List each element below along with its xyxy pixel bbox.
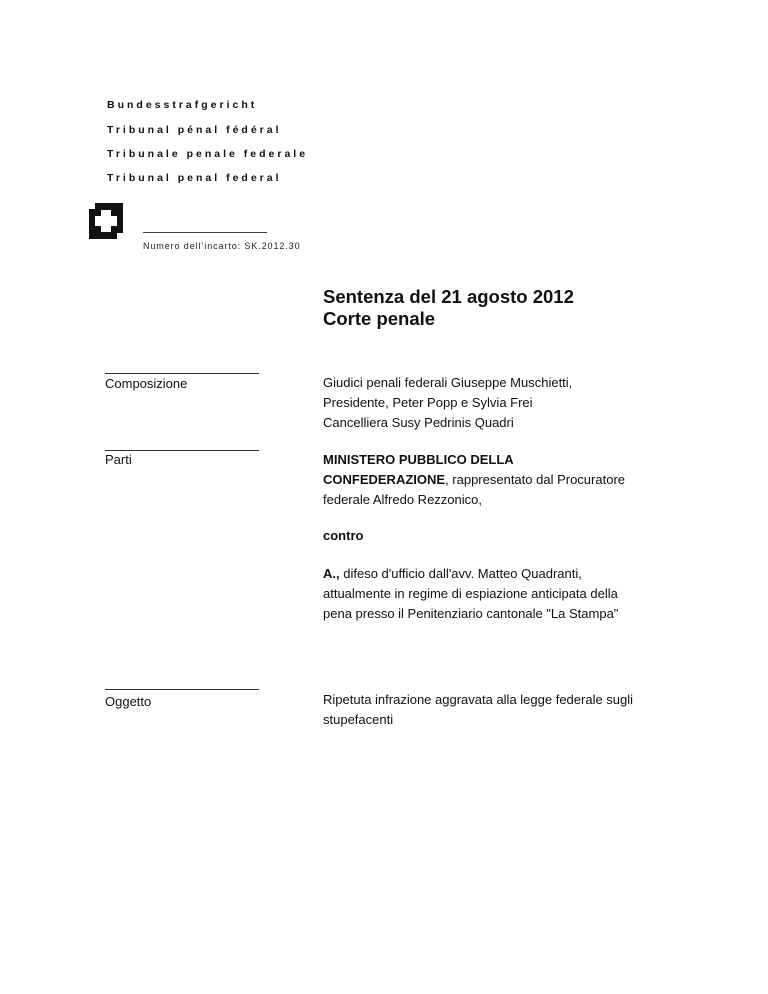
plaintiff-representative: , rappresentato dal Procuratore	[445, 472, 625, 487]
court-name-romansh: Tribunal penal federal	[107, 172, 282, 184]
oggetto-label: Oggetto	[105, 694, 152, 709]
case-number: Numero dell’incarto: SK.2012.30	[143, 241, 301, 251]
composizione-line: Cancelliera Susy Pedrinis Quadri	[323, 415, 514, 430]
composizione-text	[323, 373, 572, 433]
oggetto-text	[323, 690, 633, 730]
title-line-2: Corte penale	[323, 308, 436, 329]
defendant-detention-line: pena presso il Penitenziario cantonale "La Stampa"	[323, 606, 619, 621]
contro-label: contro	[323, 528, 364, 543]
parti-plaintiff	[323, 450, 625, 510]
title-line-1: Sentenza del 21 agosto 2012	[323, 286, 574, 307]
oggetto-line: Ripetuta infrazione aggravata alla legge federale sugli	[323, 692, 634, 707]
plaintiff-name-2: CONFEDERAZIONE	[323, 472, 446, 487]
parti-label: Parti	[105, 452, 132, 467]
case-number-rule	[143, 232, 267, 233]
composizione-line: Giudici penali federali Giuseppe Muschietti,	[323, 375, 573, 390]
defendant-name: A.,	[323, 566, 340, 581]
court-name-italian: Tribunale penale federale	[107, 148, 309, 160]
composizione-line: Presidente, Peter Popp e Sylvia Frei	[323, 395, 533, 410]
court-name-german: Bundesstrafgericht	[107, 99, 258, 111]
defendant-counsel: difeso d'ufficio dall'avv. Matteo Quadranti,	[339, 566, 582, 581]
swiss-cross-logo-icon	[89, 203, 123, 239]
composizione-rule	[105, 373, 259, 374]
composizione-label: Composizione	[105, 376, 188, 391]
contro-text	[323, 526, 363, 546]
page-title	[323, 286, 574, 330]
parti-rule	[105, 450, 259, 451]
parti-defendant	[323, 564, 618, 624]
court-name-french: Tribunal pénal fédéral	[107, 124, 282, 136]
plaintiff-name-1: MINISTERO PUBBLICO DELLA	[323, 452, 514, 467]
plaintiff-representative-line: federale Alfredo Rezzonico,	[323, 492, 482, 507]
defendant-detention-line: attualmente in regime di espiazione anticipata della	[323, 586, 618, 601]
oggetto-rule	[105, 689, 259, 690]
oggetto-line: stupefacenti	[323, 712, 394, 727]
